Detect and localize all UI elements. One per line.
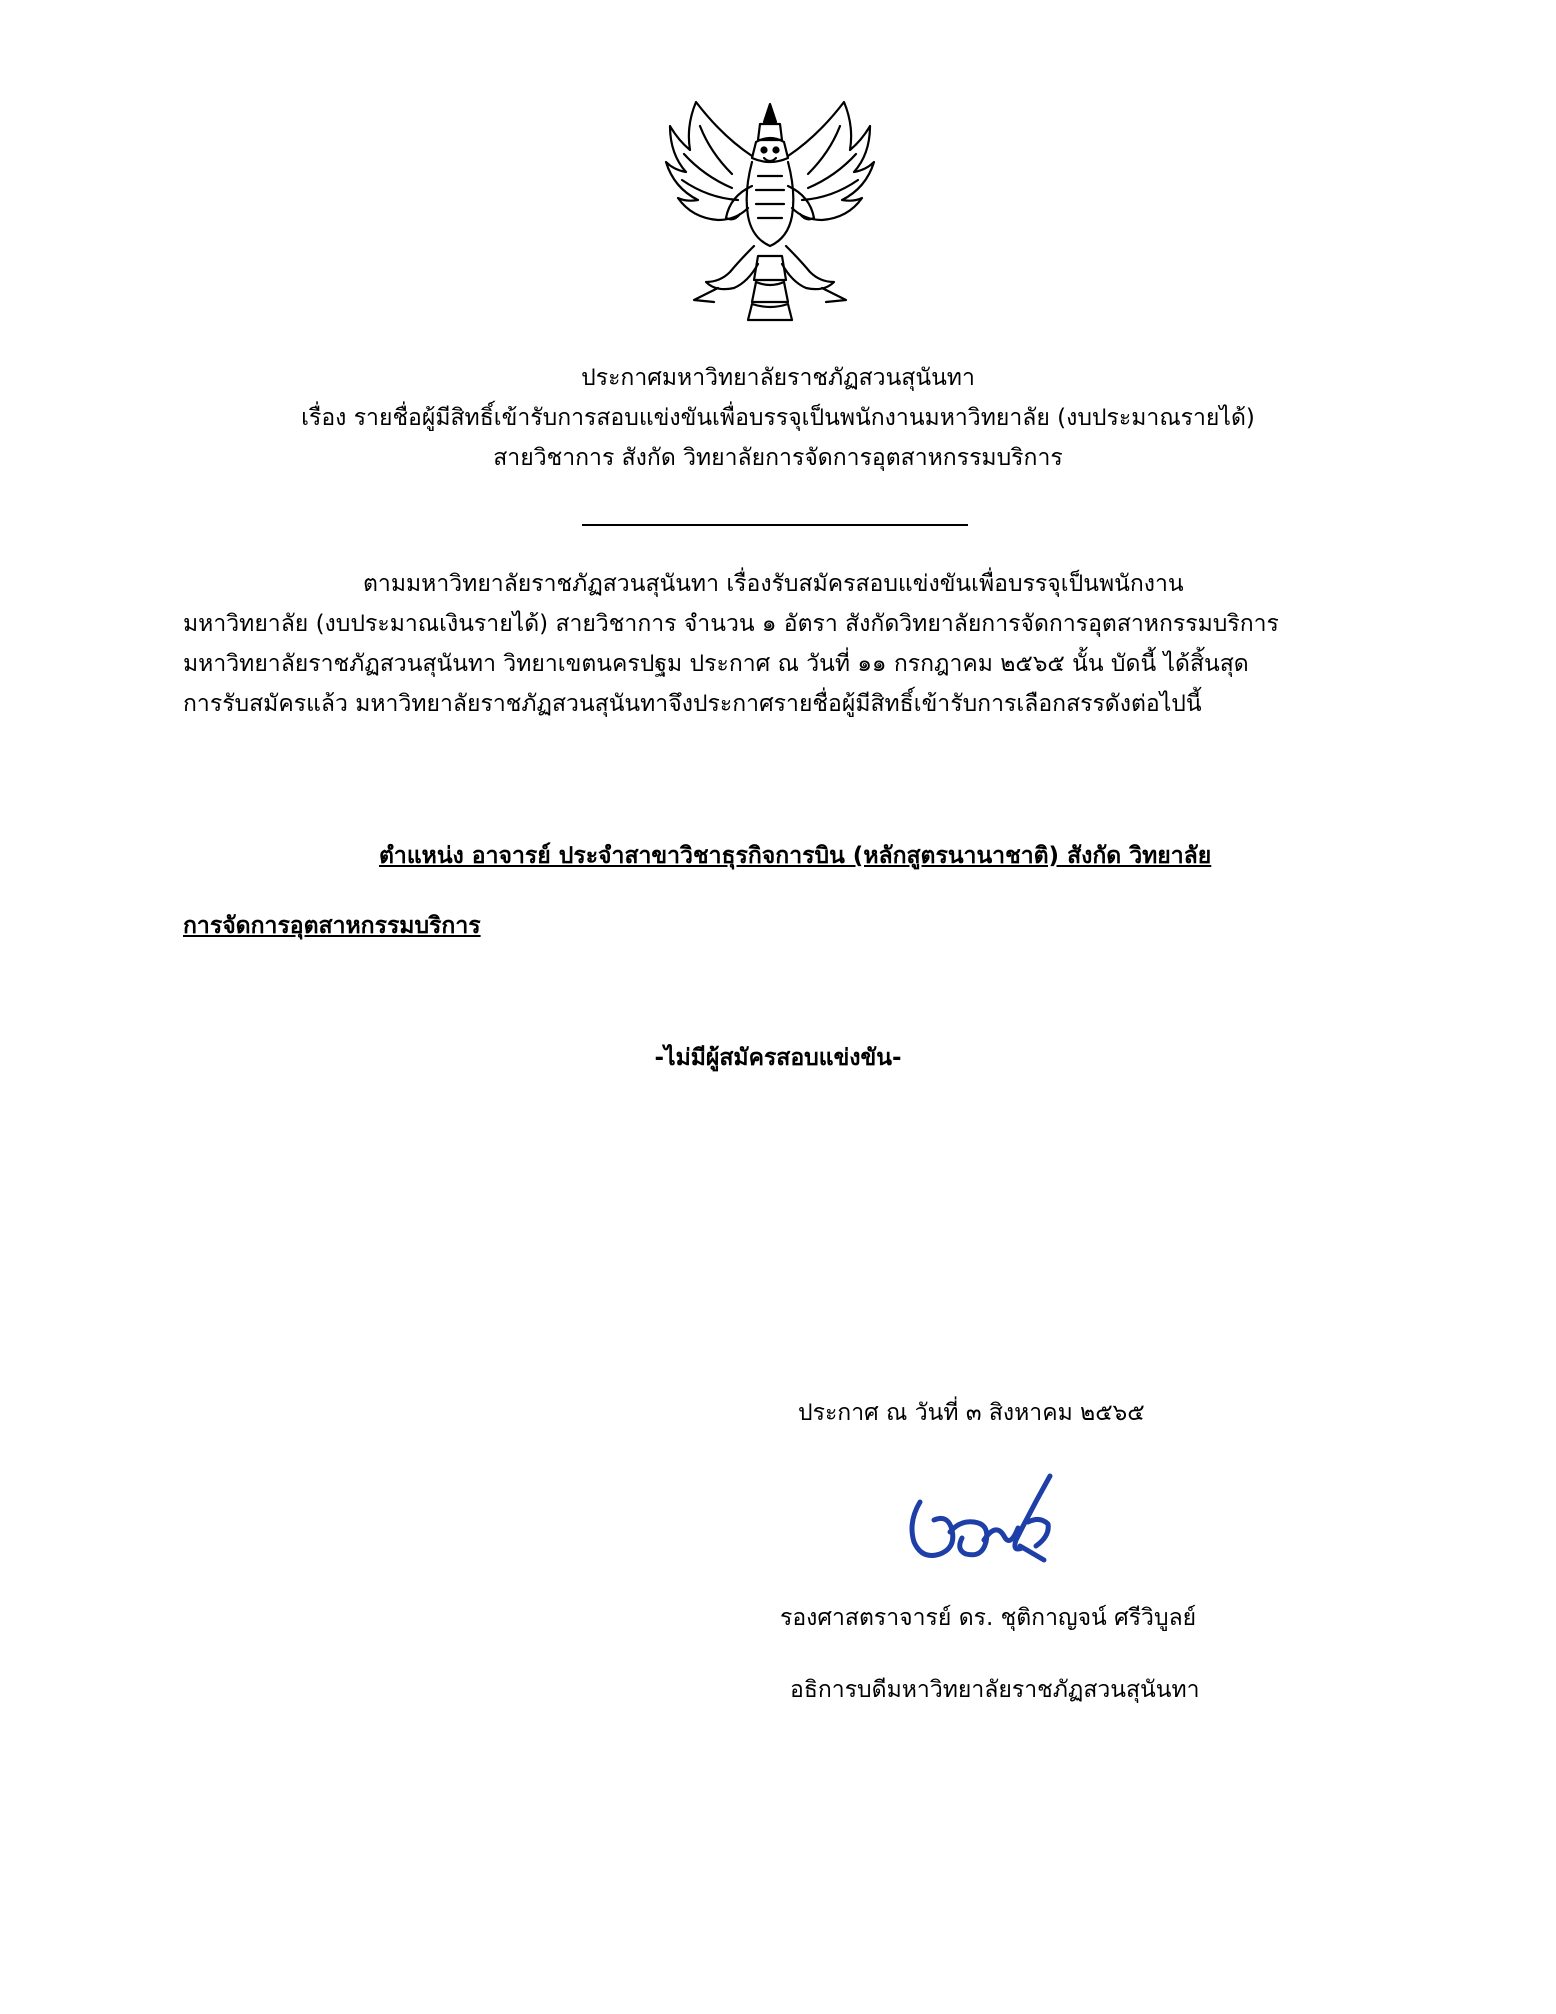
body-line: ตามมหาวิทยาลัยราชภัฏสวนสุนันทา เรื่องรับสมัครสอบแข่งขันเพื่อบรรจุเป็นพนักงาน (363, 571, 1184, 597)
header-issuer: ประกาศมหาวิทยาลัยราชภัฏสวนสุนันทา (581, 365, 975, 391)
body-line: มหาวิทยาลัยราชภัฏสวนสุนันทา วิทยาเขตนครปฐม ประกาศ ณ วันที่ ๑๑ กรกฎาคม ๒๕๖๕ นั้น บัดนี้ ได้สิ้นสุด (183, 651, 1249, 677)
signature-image (900, 1462, 1080, 1572)
garuda-emblem-icon (660, 96, 880, 324)
announcement-date: ประกาศ ณ วันที่ ๓ สิงหาคม ๒๕๖๕ (798, 1400, 1145, 1426)
header-department: สายวิชาการ สังกัด วิทยาลัยการจัดการอุตสาหกรรมบริการ (493, 445, 1063, 471)
position-heading (183, 838, 1373, 944)
title-divider (582, 524, 968, 526)
position-line-2: การจัดการอุตสาหกรรมบริการ (183, 913, 481, 939)
body-line: มหาวิทยาลัย (งบประมาณเงินรายได้) สายวิชาการ จำนวน ๑ อัตรา สังกัดวิทยาลัยการจัดการอุตสาหกรรมบริการ (183, 611, 1279, 637)
result-statement: -ไม่มีผู้สมัครสอบแข่งขัน- (654, 1045, 902, 1071)
announcement-body (183, 564, 1373, 724)
signer-name: รองศาสตราจารย์ ดร. ชุติกาญจน์ ศรีวิบูลย์ (780, 1605, 1197, 1631)
position-line-1: ตำแหน่ง อาจารย์ ประจำสาขาวิชาธุรกิจการบิน (หลักสูตรนานาชาติ) สังกัด วิทยาลัย (379, 843, 1212, 869)
signer-title: อธิการบดีมหาวิทยาลัยราชภัฏสวนสุนันทา (790, 1677, 1200, 1703)
body-line: การรับสมัครแล้ว มหาวิทยาลัยราชภัฏสวนสุนันทาจึงประกาศรายชื่อผู้มีสิทธิ์เข้ารับการเลือกสรรดังต่อไปนี้ (183, 691, 1202, 717)
header-subject: เรื่อง รายชื่อผู้มีสิทธิ์เข้ารับการสอบแข่งขันเพื่อบรรจุเป็นพนักงานมหาวิทยาลัย (งบประมาณรายได้) (301, 405, 1255, 431)
announcement-header (0, 358, 1556, 478)
